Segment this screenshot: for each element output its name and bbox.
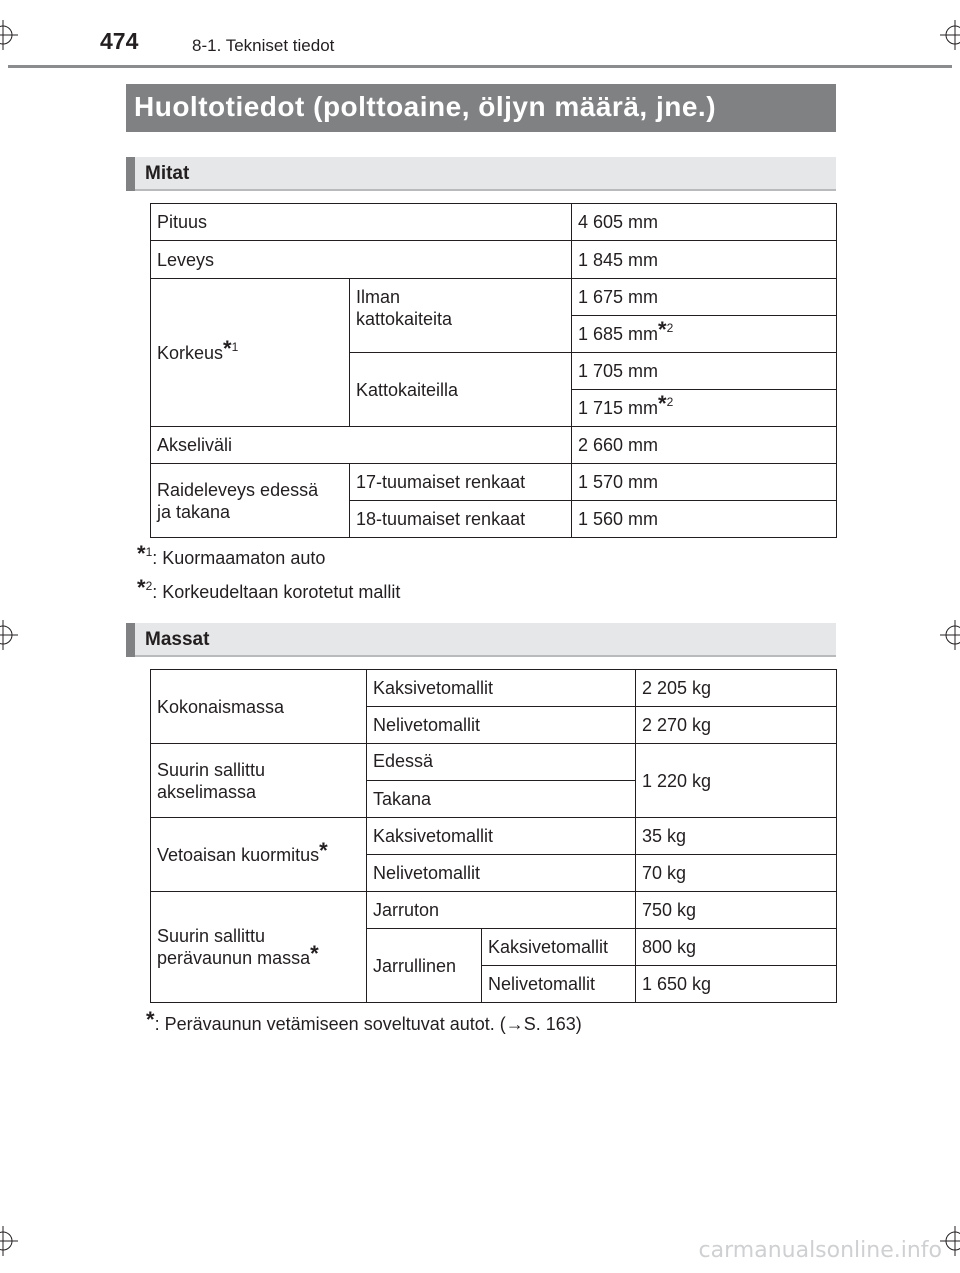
table-row (151, 670, 837, 707)
akselivali-label: Akseliväli (151, 427, 572, 464)
table-row (151, 818, 837, 855)
footnote-massat (146, 1007, 582, 1035)
footnote-number: 2 (666, 321, 674, 335)
korkeus-label: Korkeus (157, 342, 224, 363)
vetoaisa-n-value: 70 kg (636, 855, 837, 892)
registration-mark-bottom-right (940, 1226, 960, 1256)
korkeus-value-1: 1 675 mm (572, 279, 837, 316)
watermark: carmanualsonline.info (698, 1238, 942, 1263)
r18-label: 18-tuumaiset renkaat (350, 501, 572, 538)
raideleveys-text: Raideleveys edessä ja takana (157, 479, 319, 522)
kokonaismassa-k-value: 2 205 kg (636, 670, 837, 707)
peravaunu-label-cell (151, 892, 367, 1003)
korkeus-value-3: 1 705 mm (572, 353, 837, 390)
section-title: 8-1. Tekniset tiedot (192, 36, 335, 55)
kokonaismassa-n-value: 2 270 kg (636, 707, 837, 744)
registration-mark-bottom-left (0, 1226, 18, 1256)
registration-mark-top-left (0, 20, 18, 50)
table-row (151, 464, 837, 501)
registration-mark-mid-left (0, 620, 18, 650)
dimensions-table (150, 203, 837, 538)
jarrullinen-k-value: 800 kg (636, 929, 837, 966)
kokonaismassa-n-label: Nelivetomallit (367, 707, 636, 744)
akselimassa-value: 1 220 kg (636, 744, 837, 818)
vetoaisa-k-value: 35 kg (636, 818, 837, 855)
footnote-text: : Perävaunun vetämiseen soveltuvat autot. (→S. 163) (154, 1014, 582, 1034)
leveys-label: Leveys (151, 241, 572, 279)
vetoaisa-k-label: Kaksivetomallit (367, 818, 636, 855)
kokonaismassa-label: Kokonaismassa (151, 670, 367, 744)
header-rule (8, 65, 952, 68)
jarruton-value: 750 kg (636, 892, 837, 929)
korkeus-value-2: 1 685 mm (578, 324, 659, 344)
massat-heading (126, 623, 836, 657)
page-number: 474 (100, 28, 139, 54)
jarrullinen-n-label: Nelivetomallit (482, 966, 636, 1003)
akselimassa-front-label: Edessä (367, 744, 636, 781)
footnote-mark: * (137, 541, 146, 566)
leveys-value: 1 845 mm (572, 241, 837, 279)
jarrullinen-n-value: 1 650 kg (636, 966, 837, 1003)
kattokaiteilla-label: Kattokaiteilla (350, 353, 572, 427)
footnote-number: 1 (145, 545, 153, 559)
registration-mark-top-right (940, 20, 960, 50)
massat-heading-label: Massat (145, 629, 210, 650)
r17-label: 17-tuumaiset renkaat (350, 464, 572, 501)
korkeus-value-2-cell (572, 316, 837, 353)
akselimassa-label (151, 744, 367, 818)
table-row (151, 744, 837, 781)
footnote-mark: * (658, 391, 667, 416)
akselimassa-rear-label: Takana (367, 781, 636, 818)
table-row (151, 241, 837, 279)
footnote-mark: * (146, 1007, 155, 1032)
jarruton-label: Jarruton (367, 892, 636, 929)
footnote-text: : Kuormaamaton auto (152, 548, 326, 568)
pituus-label: Pituus (151, 204, 572, 241)
weights-table (150, 669, 837, 1003)
korkeus-value-4-cell (572, 390, 837, 427)
r17-value: 1 570 mm (572, 464, 837, 501)
table-row (151, 204, 837, 241)
vetoaisa-label: Vetoaisan kuormitus (157, 844, 320, 865)
table-row (151, 279, 837, 316)
ilman-kattokaiteita-text: Ilman kattokaiteita (356, 287, 453, 329)
footnote-number: 2 (666, 395, 674, 409)
kokonaismassa-k-label: Kaksivetomallit (367, 670, 636, 707)
korkeus-label-cell (151, 279, 350, 427)
footnote-number: 1 (231, 339, 239, 354)
ilman-kattokaiteita-label (350, 279, 572, 353)
akselivali-value: 2 660 mm (572, 427, 837, 464)
pituus-value: 4 605 mm (572, 204, 837, 241)
peravaunu-label: Suurin sallittu perävaunun massa (157, 926, 311, 968)
table-row (151, 427, 837, 464)
vetoaisa-n-label: Nelivetomallit (367, 855, 636, 892)
page-title: Huoltotiedot (polttoaine, öljyn määrä, jne.) (126, 84, 836, 132)
korkeus-value-4: 1 715 mm (578, 398, 659, 418)
r18-value: 1 560 mm (572, 501, 837, 538)
footnote-text: : Korkeudeltaan korotetut mallit (152, 582, 401, 602)
footnote-mark: * (658, 317, 667, 342)
table-row (151, 892, 837, 929)
jarrullinen-label: Jarrullinen (367, 929, 482, 1003)
footnote-number: 2 (145, 579, 153, 593)
footnote-mark: * (319, 837, 328, 863)
mitat-heading (126, 157, 836, 191)
footnote-mark: * (223, 335, 232, 361)
footnote-mark: * (310, 941, 319, 966)
mitat-heading-label: Mitat (145, 163, 190, 184)
jarrullinen-k-label: Kaksivetomallit (482, 929, 636, 966)
footnote-1 (137, 541, 326, 569)
raideleveys-label (151, 464, 350, 538)
footnote-2 (137, 575, 401, 603)
footnote-mark: * (137, 575, 146, 600)
akselimassa-text: Suurin sallittu akselimassa (157, 759, 266, 802)
registration-mark-mid-right (940, 620, 960, 650)
vetoaisa-label-cell (151, 818, 367, 892)
